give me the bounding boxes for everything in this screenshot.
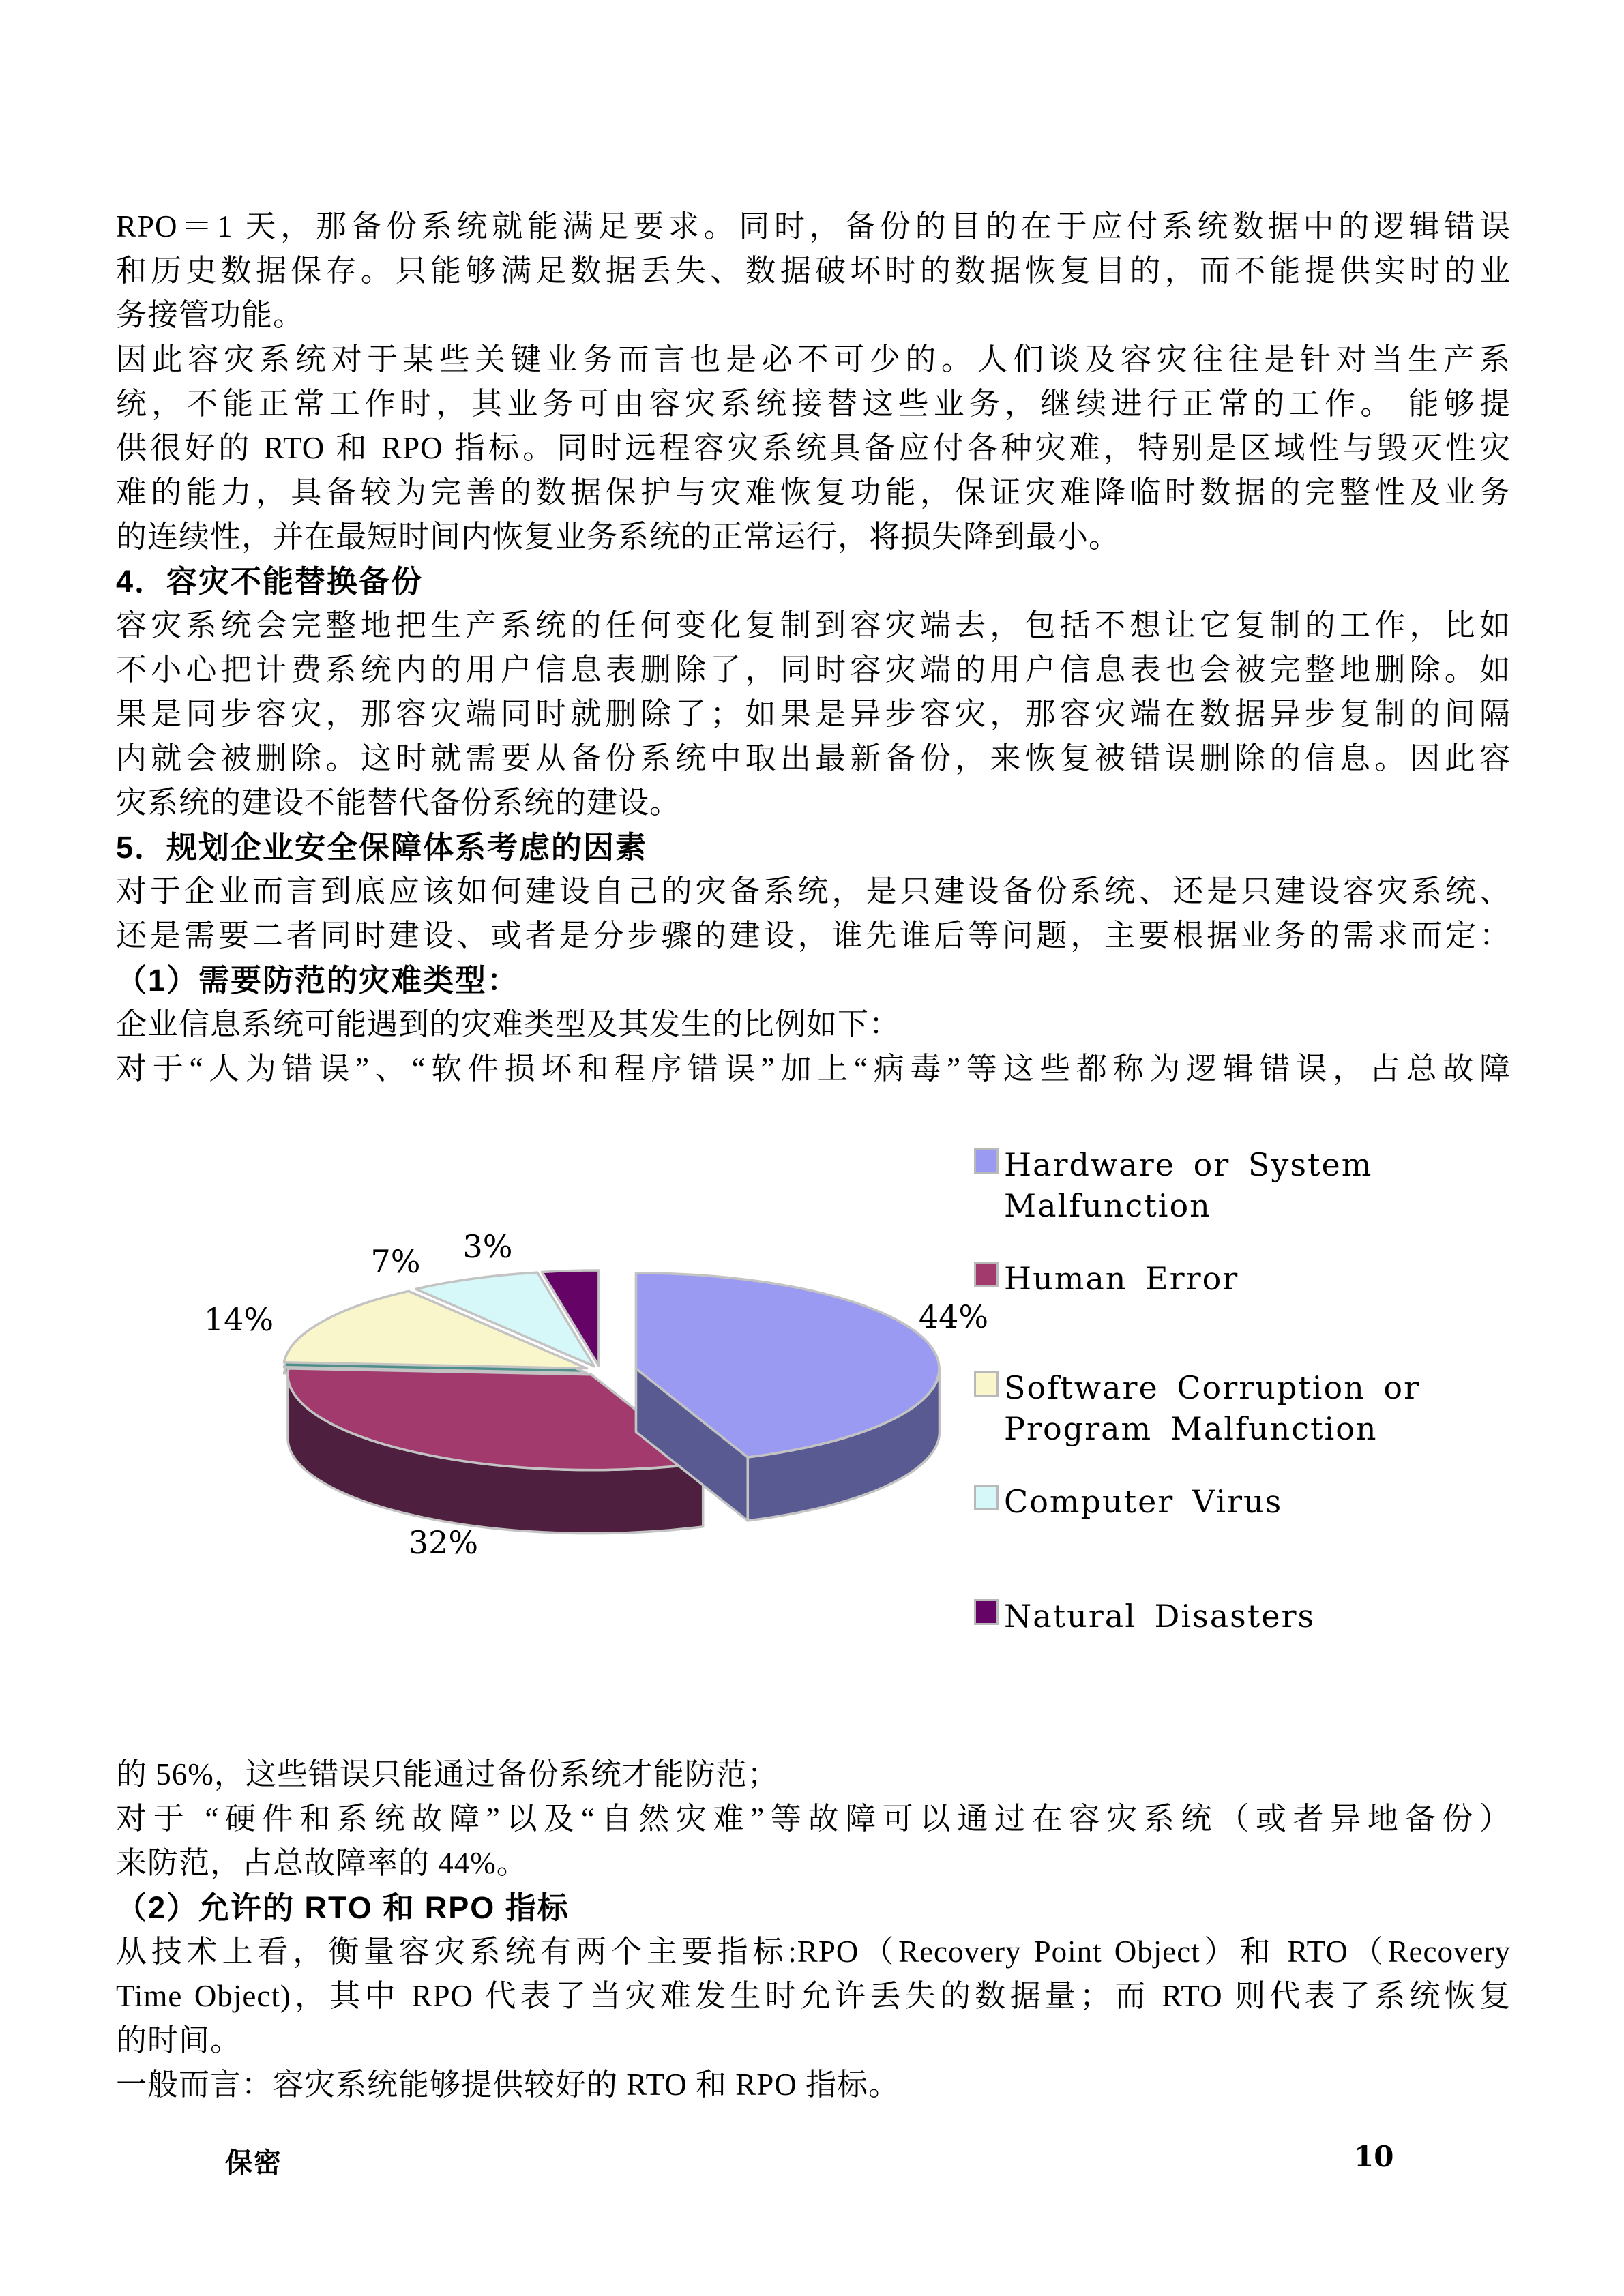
text-line: 还是需要二者同时建设、或者是分步骤的建设，谁先谁后等问题，主要根据业务的需求而定： bbox=[116, 919, 1511, 953]
text-line: 难的能力，具备较为完善的数据保护与灾难恢复功能，保证灾难降临时数据的完整性及业务 bbox=[116, 475, 1511, 509]
text-line: 因此容灾系统对于某些关键业务而言也是必不可少的。人们谈及容灾往往是针对当生产系 bbox=[116, 342, 1511, 376]
pie-3d bbox=[191, 1139, 982, 1657]
legend-label-line: Human Error bbox=[1004, 1260, 1239, 1297]
text-line: 来防范，占总故障率的 44%。 bbox=[116, 1846, 528, 1880]
text-line: 对于企业而言到底应该如何建设自己的灾备系统，是只建设备份系统、还是只建设容灾系统、 bbox=[116, 874, 1511, 908]
text-line: 一般而言：容灾系统能够提供较好的 RTO 和 RPO 指标。 bbox=[116, 2068, 900, 2102]
text-line: 供很好的 RTO 和 RPO 指标。同时远程容灾系统具备应付各种灾难，特别是区域性与毁灭性灾 bbox=[116, 431, 1511, 465]
legend-color-swatch bbox=[974, 1148, 999, 1174]
legend-label bbox=[1004, 1481, 1282, 1522]
pie-percent-label: 14% bbox=[203, 1301, 274, 1338]
text-line: Time Object)，其中 RPO 代表了当灾难发生时允许丢失的数据量；而 RTO 则代表了系统恢复 bbox=[116, 1979, 1511, 2013]
legend-color-swatch bbox=[974, 1371, 999, 1397]
legend-label-line: Software Corruption or bbox=[1004, 1369, 1421, 1406]
text-line: 的 56%，这些错误只能通过备份系统才能防范； bbox=[116, 1757, 779, 1791]
text-line: 果是同步容灾，那容灾端同时就删除了；如果是异步容灾，那容灾端在数据异步复制的间隔 bbox=[116, 697, 1511, 731]
pie-percent-label: 32% bbox=[408, 1524, 479, 1561]
text-line: 灾系统的建设不能替代备份系统的建设。 bbox=[116, 786, 681, 820]
legend-label-line: Computer Virus bbox=[1004, 1483, 1283, 1520]
section-heading: （2）允许的 RTO 和 RPO 指标 bbox=[116, 1890, 570, 1925]
text-line: 的连续性，并在最短时间内恢复业务系统的正常运行，将损失降到最小。 bbox=[116, 520, 1121, 554]
section-heading: （1）需要防范的灾难类型： bbox=[116, 963, 520, 998]
body-text-top bbox=[116, 205, 1511, 1091]
text-line: RPO＝1 天，那备份系统就能满足要求。同时，备份的目的在于应付系统数据中的逻辑错误 bbox=[116, 209, 1511, 243]
legend-label-line: Program Malfunction bbox=[1004, 1410, 1378, 1447]
legend-label-line: Natural Disasters bbox=[1004, 1598, 1316, 1635]
text-line: 容灾系统会完整地把生产系统的任何变化复制到容灾端去，包括不想让它复制的工作，比如 bbox=[116, 608, 1511, 642]
disaster-types-pie-chart bbox=[191, 1139, 982, 1657]
pie-percent-label: 44% bbox=[918, 1298, 989, 1335]
footer-page-number: 10 bbox=[1354, 2140, 1394, 2173]
text-line: 对于“人为错误”、“软件损坏和程序错误”加上“病毒”等这些都称为逻辑错误，占总故障 bbox=[116, 1052, 1511, 1086]
pie-percent-label: 3% bbox=[462, 1228, 513, 1265]
text-line: 务接管功能。 bbox=[116, 298, 305, 332]
legend-label bbox=[1004, 1144, 1372, 1226]
text-line: 内就会被删除。这时就需要从备份系统中取出最新备份，来恢复被错误删除的信息。因此容 bbox=[116, 741, 1511, 775]
text-line: 企业信息系统可能遇到的灾难类型及其发生的比例如下： bbox=[116, 1007, 901, 1041]
text-line: 统，不能正常工作时，其业务可由容灾系统接替这些业务，继续进行正常的工作。 能够提 bbox=[116, 387, 1511, 421]
legend-color-swatch bbox=[974, 1599, 999, 1625]
footer-classification: 保密 bbox=[225, 2148, 282, 2178]
text-line: 对于 “硬件和系统故障”以及“自然灾难”等故障可以通过在容灾系统（或者异地备份） bbox=[116, 1802, 1511, 1836]
text-line: 不小心把计费系统内的用户信息表删除了，同时容灾端的用户信息表也会被完整地删除。如 bbox=[116, 653, 1511, 687]
legend-label bbox=[1004, 1258, 1239, 1299]
body-text-bottom bbox=[116, 1753, 1511, 2107]
text-line: 从技术上看，衡量容灾系统有两个主要指标:RPO（Recovery Point Object）和 RTO（Recovery bbox=[116, 1935, 1511, 1969]
text-line: 和历史数据保存。只能够满足数据丢失、数据破坏时的数据恢复目的，而不能提供实时的业 bbox=[116, 254, 1511, 288]
section-heading: 5．规划企业安全保障体系考虑的因素 bbox=[116, 830, 648, 865]
legend-label-line: Malfunction bbox=[1004, 1187, 1211, 1224]
text-line: 的时间。 bbox=[116, 2023, 242, 2057]
pie-percent-label: 7% bbox=[370, 1243, 421, 1280]
legend-color-swatch bbox=[974, 1485, 999, 1510]
section-heading: 4．容灾不能替换备份 bbox=[116, 564, 424, 599]
legend-color-swatch bbox=[974, 1262, 999, 1287]
legend-label bbox=[1004, 1367, 1420, 1449]
legend-label bbox=[1004, 1596, 1315, 1637]
legend-label-line: Hardware or System bbox=[1004, 1146, 1373, 1183]
